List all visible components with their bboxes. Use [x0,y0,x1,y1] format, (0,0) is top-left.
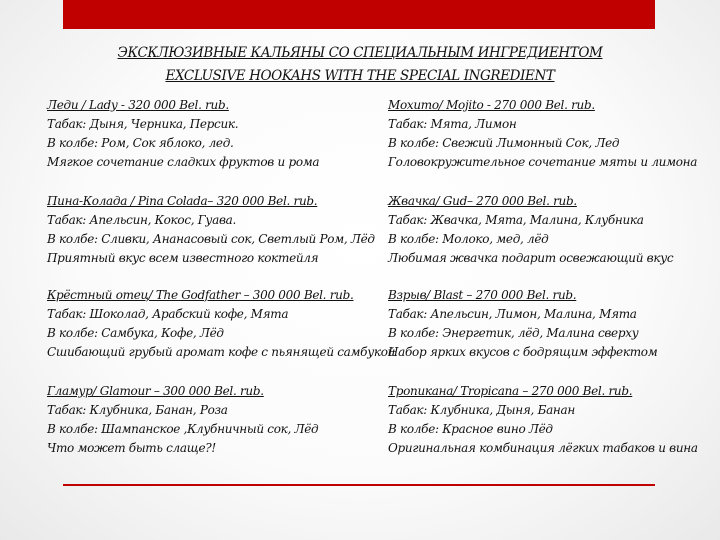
menu-item-pina-colada [47,192,375,268]
item-name-price: Взрыв/ Blast – 270 000 Bel. rub. [388,288,577,302]
item-description: Головокружительное сочетание мяты и лимона [388,155,698,169]
item-description: Приятный вкус всем известного коктейля [47,251,319,265]
item-name-price: Мохито/ Mojito - 270 000 Bel. rub. [388,98,595,112]
item-description: Мягкое сочетание сладких фруктов и рома [47,155,320,169]
item-name-price: Гламур/ Glamour – 300 000 Bel. rub. [47,384,264,398]
item-description: Набор ярких вкусов с бодрящим эффектом [388,345,658,359]
item-tobacco: Табак: Мята, Лимон [388,117,517,131]
item-name-price: Леди / Lady - 320 000 Bel. rub. [47,98,229,112]
item-name-price: Жвачка/ Gud– 270 000 Bel. rub. [388,194,577,208]
bottom-divider [63,484,655,486]
item-description: Любимая жвачка подарит освежающий вкус [388,251,674,265]
menu-item-lady [47,96,319,172]
item-tobacco: Табак: Апельсин, Кокос, Гуава. [47,213,237,227]
item-tobacco: Табак: Шоколад, Арабский кофе, Мята [47,307,289,321]
item-bowl: В колбе: Шампанское ,Клубничный сок, Лёд [47,422,319,436]
menu-item-tropicana [388,382,698,458]
item-name-price: Крёстный отец/ The Godfather – 300 000 Bel. rub. [47,288,354,302]
item-tobacco: Табак: Апельсин, Лимон, Малина, Мята [388,307,637,321]
item-bowl: В колбе: Энергетик, лёд, Малина сверху [388,326,639,340]
menu-item-blast [388,286,657,362]
item-bowl: В колбе: Красное вино Лёд [388,422,553,436]
top-accent-bar [63,0,655,29]
menu-item-mojito [388,96,697,172]
item-tobacco: Табак: Клубника, Дыня, Банан [388,403,575,417]
item-bowl: В колбе: Молоко, мед, лёд [388,232,549,246]
item-bowl: В колбе: Сливки, Ананасовый сок, Светлый Ром, Лёд [47,232,375,246]
item-tobacco: Табак: Дыня, Черника, Персик. [47,117,239,131]
menu-item-gud [388,192,673,268]
item-description: Оригинальная комбинация лёгких табаков и вина [388,441,698,455]
item-description: Что может быть слаще?! [47,441,216,455]
item-name-price: Тропикана/ Tropicana – 270 000 Bel. rub. [388,384,633,398]
title-russian: ЭКСКЛЮЗИВНЫЕ КАЛЬЯНЫ СО СПЕЦИАЛЬНЫМ ИНГРЕДИЕНТОМ [117,45,603,61]
item-description: Сшибающий грубый аромат кофе с пьянящей самбукой [47,345,396,359]
title-english: EXCLUSIVE HOOKAHS WITH THE SPECIAL INGREDIENT [165,68,555,84]
menu-item-glamour [47,382,318,458]
item-bowl: В колбе: Свежий Лимонный Сок, Лед [388,136,620,150]
item-tobacco: Табак: Клубника, Банан, Роза [47,403,228,417]
menu-item-godfather [47,286,395,362]
item-bowl: В колбе: Ром, Сок яблоко, лед. [47,136,234,150]
item-tobacco: Табак: Жвачка, Мята, Малина, Клубника [388,213,644,227]
item-bowl: В колбе: Самбука, Кофе, Лёд [47,326,224,340]
item-name-price: Пина-Колада / Pina Colada– 320 000 Bel. rub. [47,194,318,208]
